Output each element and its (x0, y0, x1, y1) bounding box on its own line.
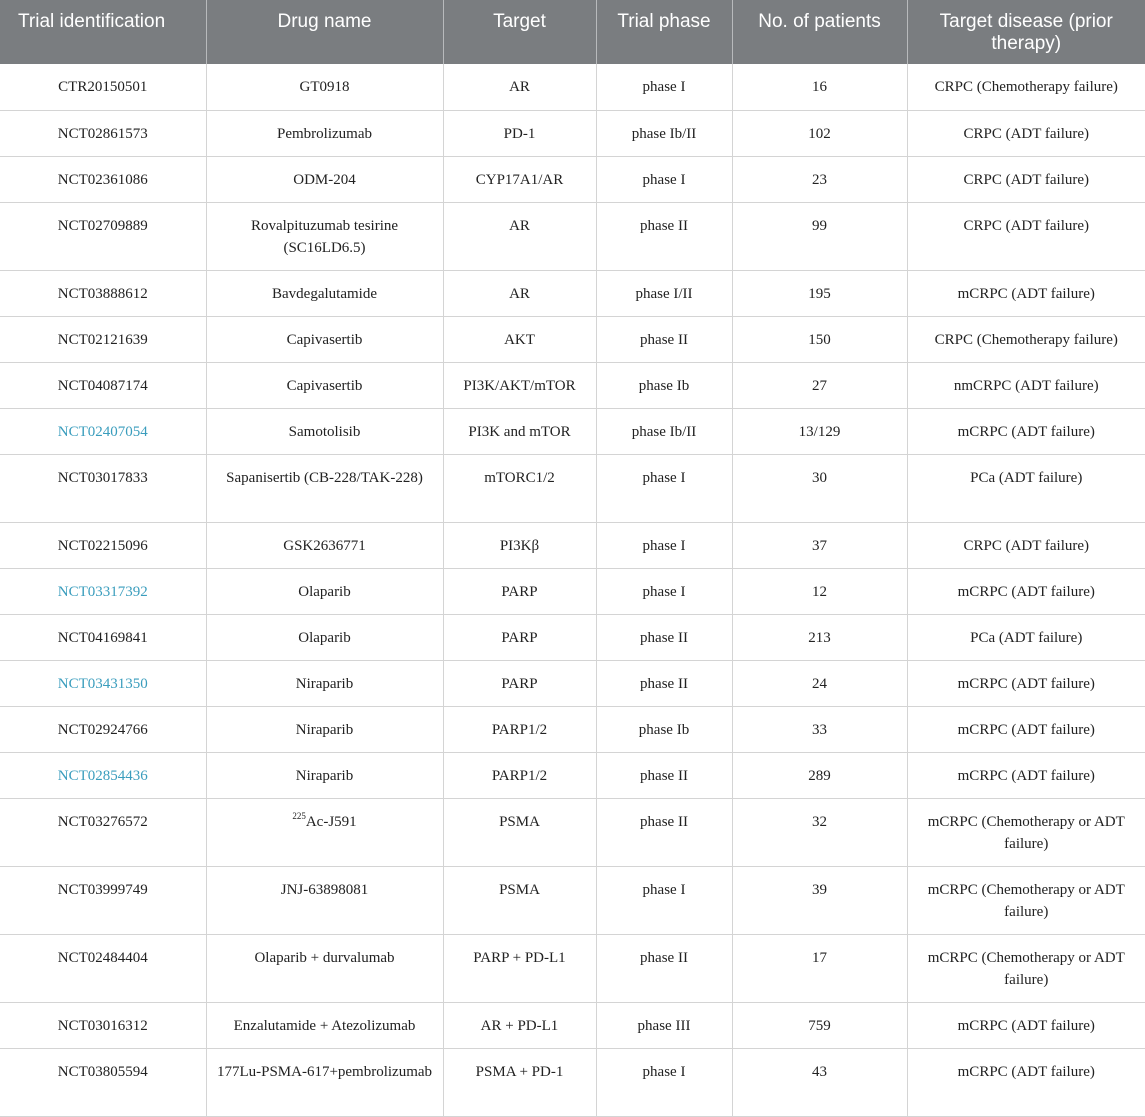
cell-target-disease: nmCRPC (ADT failure) (907, 362, 1145, 408)
cell-trial-phase: phase Ib (596, 362, 732, 408)
cell-trial-id[interactable] (0, 660, 206, 706)
cell-patients: 150 (732, 316, 907, 362)
cell-drug-name: ODM-204 (206, 156, 443, 202)
cell-patients: 12 (732, 568, 907, 614)
table-row (0, 660, 1145, 706)
table-row (0, 110, 1145, 156)
cell-trial-phase: phase I (596, 454, 732, 522)
cell-patients: 759 (732, 1002, 907, 1048)
cell-drug-name: Bavdegalutamide (206, 270, 443, 316)
cell-patients: 289 (732, 752, 907, 798)
trial-id-link[interactable]: NCT03431350 (57, 675, 148, 692)
table-row (0, 522, 1145, 568)
header-target: Target (443, 0, 596, 64)
cell-trial-id: NCT03999749 (0, 866, 206, 934)
cell-trial-id: NCT02861573 (0, 110, 206, 156)
cell-drug-name: Olaparib + durvalumab (206, 934, 443, 1002)
cell-trial-id[interactable] (0, 568, 206, 614)
cell-drug-name: GT0918 (206, 64, 443, 110)
cell-target-disease: PCa (ADT failure) (907, 454, 1145, 522)
cell-trial-id: NCT02361086 (0, 156, 206, 202)
cell-target: PARP1/2 (443, 752, 596, 798)
table-row (0, 362, 1145, 408)
header-trial-identification: Trial identification (0, 0, 206, 64)
cell-trial-id[interactable] (0, 408, 206, 454)
cell-patients: 17 (732, 934, 907, 1002)
cell-target: PI3K and mTOR (443, 408, 596, 454)
cell-drug-name: Sapanisertib (CB-228/TAK-228) (206, 454, 443, 522)
cell-target: CYP17A1/AR (443, 156, 596, 202)
cell-trial-phase: phase I (596, 1048, 732, 1116)
cell-drug-name: Niraparib (206, 706, 443, 752)
table-row (0, 1048, 1145, 1116)
cell-target: AKT (443, 316, 596, 362)
table-row (0, 64, 1145, 110)
cell-target-disease: mCRPC (ADT failure) (907, 270, 1145, 316)
drug-name-text: Ac-J591 (305, 813, 357, 830)
cell-trial-phase: phase II (596, 798, 732, 866)
cell-trial-phase: phase II (596, 202, 732, 270)
cell-patients: 13/129 (732, 408, 907, 454)
cell-target-disease: CRPC (Chemotherapy failure) (907, 64, 1145, 110)
cell-trial-id: NCT02924766 (0, 706, 206, 752)
cell-patients: 195 (732, 270, 907, 316)
cell-drug-name: Samotolisib (206, 408, 443, 454)
trial-id-link[interactable]: NCT02854436 (57, 767, 148, 784)
cell-trial-phase: phase I (596, 866, 732, 934)
cell-target-disease: mCRPC (ADT failure) (907, 408, 1145, 454)
header-row (0, 0, 1145, 64)
table-row (0, 1002, 1145, 1048)
cell-trial-id: NCT02484404 (0, 934, 206, 1002)
cell-target-disease: mCRPC (ADT failure) (907, 752, 1145, 798)
table-row (0, 316, 1145, 362)
cell-target: PARP (443, 614, 596, 660)
cell-patients: 213 (732, 614, 907, 660)
cell-patients: 30 (732, 454, 907, 522)
cell-trial-phase: phase I (596, 568, 732, 614)
cell-target-disease: CRPC (ADT failure) (907, 202, 1145, 270)
header-target-disease: Target disease (prior therapy) (907, 0, 1145, 64)
cell-trial-phase: phase I (596, 522, 732, 568)
cell-target: PSMA (443, 798, 596, 866)
table-row (0, 866, 1145, 934)
cell-target-disease: PCa (ADT failure) (907, 614, 1145, 660)
table-row (0, 614, 1145, 660)
cell-patients: 33 (732, 706, 907, 752)
cell-patients: 99 (732, 202, 907, 270)
cell-target: AR + PD-L1 (443, 1002, 596, 1048)
cell-patients: 37 (732, 522, 907, 568)
cell-trial-id: NCT03017833 (0, 454, 206, 522)
cell-trial-id: CTR20150501 (0, 64, 206, 110)
cell-trial-id: NCT04169841 (0, 614, 206, 660)
cell-target: AR (443, 270, 596, 316)
cell-target-disease: mCRPC (ADT failure) (907, 1002, 1145, 1048)
table-row (0, 934, 1145, 1002)
cell-target-disease: CRPC (ADT failure) (907, 110, 1145, 156)
cell-target-disease: mCRPC (ADT failure) (907, 1048, 1145, 1116)
cell-trial-id: NCT02121639 (0, 316, 206, 362)
cell-trial-phase: phase I (596, 64, 732, 110)
trial-id-link[interactable]: NCT02407054 (57, 423, 148, 440)
cell-drug-name: 177Lu-PSMA-617+pembrolizumab (206, 1048, 443, 1116)
table-row (0, 202, 1145, 270)
cell-target: PSMA + PD-1 (443, 1048, 596, 1116)
header-drug-name: Drug name (206, 0, 443, 64)
cell-target: PARP (443, 660, 596, 706)
cell-trial-phase: phase Ib (596, 706, 732, 752)
cell-target: PI3Kβ (443, 522, 596, 568)
cell-drug-name: Enzalutamide + Atezolizumab (206, 1002, 443, 1048)
table-row (0, 568, 1145, 614)
isotope-superscript: 225 (292, 810, 306, 821)
cell-drug-name: GSK2636771 (206, 522, 443, 568)
cell-trial-id: NCT04087174 (0, 362, 206, 408)
cell-target-disease: mCRPC (ADT failure) (907, 706, 1145, 752)
table-row (0, 408, 1145, 454)
cell-target-disease: mCRPC (ADT failure) (907, 660, 1145, 706)
cell-target: PD-1 (443, 110, 596, 156)
cell-patients: 24 (732, 660, 907, 706)
cell-trial-phase: phase III (596, 1002, 732, 1048)
header-trial-phase: Trial phase (596, 0, 732, 64)
cell-target-disease: mCRPC (Chemotherapy or ADT failure) (907, 934, 1145, 1002)
cell-trial-phase: phase Ib/II (596, 110, 732, 156)
cell-trial-id[interactable] (0, 752, 206, 798)
cell-drug-name: Pembrolizumab (206, 110, 443, 156)
cell-trial-id: NCT03888612 (0, 270, 206, 316)
cell-drug-name: Niraparib (206, 752, 443, 798)
cell-patients: 102 (732, 110, 907, 156)
table-row (0, 454, 1145, 522)
cell-target: AR (443, 64, 596, 110)
table-row (0, 270, 1145, 316)
cell-target: mTORC1/2 (443, 454, 596, 522)
cell-target: AR (443, 202, 596, 270)
table-row (0, 798, 1145, 866)
cell-target: PARP + PD-L1 (443, 934, 596, 1002)
table-row (0, 752, 1145, 798)
cell-target-disease: CRPC (Chemotherapy failure) (907, 316, 1145, 362)
cell-drug-name: Niraparib (206, 660, 443, 706)
trial-id-link[interactable]: NCT03317392 (57, 583, 148, 600)
cell-target-disease: mCRPC (Chemotherapy or ADT failure) (907, 798, 1145, 866)
cell-patients: 39 (732, 866, 907, 934)
cell-patients: 43 (732, 1048, 907, 1116)
cell-trial-phase: phase I/II (596, 270, 732, 316)
table-row (0, 156, 1145, 202)
cell-drug-name: Olaparib (206, 614, 443, 660)
cell-trial-phase: phase Ib/II (596, 408, 732, 454)
cell-trial-phase: phase II (596, 316, 732, 362)
cell-patients: 23 (732, 156, 907, 202)
cell-drug-name: Rovalpituzumab tesirine (SC16LD6.5) (206, 202, 443, 270)
cell-trial-phase: phase I (596, 156, 732, 202)
cell-trial-id: NCT03805594 (0, 1048, 206, 1116)
cell-drug-name (206, 798, 443, 866)
cell-drug-name: JNJ-63898081 (206, 866, 443, 934)
cell-trial-phase: phase II (596, 660, 732, 706)
cell-target: PSMA (443, 866, 596, 934)
cell-trial-phase: phase II (596, 614, 732, 660)
cell-trial-phase: phase II (596, 752, 732, 798)
cell-target: PI3K/AKT/mTOR (443, 362, 596, 408)
cell-trial-id: NCT03016312 (0, 1002, 206, 1048)
cell-drug-name: Capivasertib (206, 316, 443, 362)
cell-drug-name: Capivasertib (206, 362, 443, 408)
cell-trial-id: NCT03276572 (0, 798, 206, 866)
table-row (0, 706, 1145, 752)
header-no-of-patients: No. of patients (732, 0, 907, 64)
cell-trial-id: NCT02709889 (0, 202, 206, 270)
cell-target-disease: CRPC (ADT failure) (907, 522, 1145, 568)
cell-target-disease: CRPC (ADT failure) (907, 156, 1145, 202)
cell-patients: 16 (732, 64, 907, 110)
cell-trial-id: NCT02215096 (0, 522, 206, 568)
cell-target-disease: mCRPC (Chemotherapy or ADT failure) (907, 866, 1145, 934)
cell-target: PARP1/2 (443, 706, 596, 752)
cell-patients: 27 (732, 362, 907, 408)
cell-target-disease: mCRPC (ADT failure) (907, 568, 1145, 614)
cell-drug-name: Olaparib (206, 568, 443, 614)
cell-target: PARP (443, 568, 596, 614)
cell-patients: 32 (732, 798, 907, 866)
cell-trial-phase: phase II (596, 934, 732, 1002)
